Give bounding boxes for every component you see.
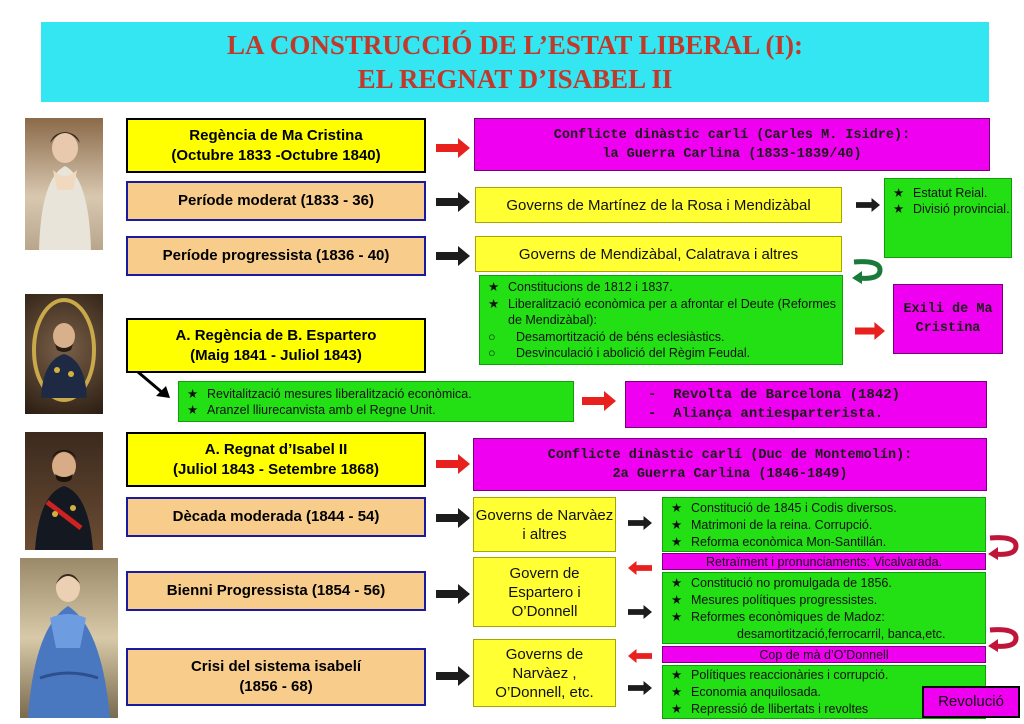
red-arrow-icon xyxy=(436,454,470,474)
list-item xyxy=(663,609,985,626)
retraiment-bar xyxy=(662,553,986,570)
list-item xyxy=(885,185,1011,201)
portrait-espartero xyxy=(25,294,103,414)
politiques-item-2: Economia anquilosada. xyxy=(691,685,821,699)
list-item xyxy=(663,667,985,684)
governs-narvaez-box xyxy=(473,497,616,552)
estatut-box xyxy=(884,178,1012,258)
star-icon: ★ xyxy=(488,296,500,311)
constitucions-item-1: Constitucions de 1812 i 1837. xyxy=(508,280,673,294)
title-line-2: EL REGNAT D’ISABEL II xyxy=(357,64,673,94)
estatut-item-2: Divisió provincial. xyxy=(913,202,1010,216)
constitucio-1856-box xyxy=(662,572,986,644)
constitucio-1845-box xyxy=(662,497,986,552)
politiques-item-3: Repressió de llibertats i revoltes xyxy=(691,702,869,716)
bienni-progressista-box xyxy=(126,571,426,611)
governs-mendizabal-label: Governs de Mendizàbal, Calatrava i altres xyxy=(518,245,799,263)
dark-arrow-icon xyxy=(436,192,470,212)
crisi-line1: Crisi del sistema isabelí xyxy=(190,658,362,675)
revitalitzacio-item-1: Revitalització mesures liberalització econòmica. xyxy=(207,387,472,401)
carlist-conflict-1-box xyxy=(474,118,990,171)
revitalitzacio-item-2: Aranzel lliurecanvista amb el Regne Unit. xyxy=(207,403,436,417)
cop-bar xyxy=(662,646,986,663)
periode-moderat-box xyxy=(126,181,426,221)
governs-martinez-box xyxy=(475,187,842,223)
regencia-mc-line1: Regència de Ma Cristina xyxy=(189,126,363,144)
carlist1-line1: Conflicte dinàstic carlí (Carles M. Isidre): xyxy=(553,127,911,143)
star-icon: ★ xyxy=(671,576,683,590)
regnat-isabel-box xyxy=(126,432,426,487)
regnat-line1: A. Regnat d’Isabel II xyxy=(204,440,348,458)
star-icon: ★ xyxy=(671,535,683,549)
c1856-item-1: Constitució no promulgada de 1856. xyxy=(691,576,892,590)
c1845-item-2: Matrimoni de la reina. Corrupció. xyxy=(691,518,873,532)
dark-arrow-icon xyxy=(628,515,652,531)
governs-mendizabal-box xyxy=(475,236,842,272)
red-arrow-icon xyxy=(582,386,616,416)
periode-moderat-label: Període moderat (1833 - 36) xyxy=(178,192,374,209)
list-item xyxy=(663,575,985,592)
star-icon: ★ xyxy=(488,280,500,294)
carlist2-line1: Conflicte dinàstic carlí (Duc de Montemolín): xyxy=(547,447,913,463)
cop-label: Cop de mà d’O’Donnell xyxy=(759,648,889,662)
regencia-espartero-box xyxy=(126,318,426,373)
govern-espartero-label: Govern de Espartero i O’Donnell xyxy=(508,564,581,620)
circle-bullet-icon: ○ xyxy=(488,329,496,344)
decada-moderada-box xyxy=(126,497,426,537)
list-item xyxy=(885,201,1011,217)
circle-bullet-icon: ○ xyxy=(488,346,496,360)
dark-arrow-icon xyxy=(856,196,880,214)
star-icon: ★ xyxy=(187,387,199,401)
list-item xyxy=(663,500,985,517)
star-icon: ★ xyxy=(671,610,683,624)
dark-arrow-icon xyxy=(436,666,470,686)
decada-moderada-label: Dècada moderada (1844 - 54) xyxy=(172,508,380,525)
dark-arrow-icon xyxy=(436,246,470,266)
star-icon: ★ xyxy=(893,186,905,200)
crisi-sistema-box xyxy=(126,648,426,706)
carlist1-line2: la Guerra Carlina (1833-1839/40) xyxy=(602,146,862,162)
list-item xyxy=(480,329,836,346)
portrait-maria-cristina xyxy=(25,118,103,250)
list-item xyxy=(179,386,573,402)
red-arrow-icon xyxy=(855,318,885,344)
red-arrow-left-icon xyxy=(628,648,652,664)
u-turn-arrow-icon xyxy=(986,532,1020,560)
dark-arrow-icon xyxy=(628,680,652,696)
revolucio-box xyxy=(922,686,1020,718)
diagonal-arrow-icon xyxy=(136,370,172,400)
revolucio-label: Revolució xyxy=(938,693,1004,710)
govern-espartero-box xyxy=(473,557,616,627)
title-line-1: LA CONSTRUCCIÓ DE L’ESTAT LIBERAL (I): xyxy=(227,30,803,60)
revitalitzacio-box xyxy=(178,381,574,422)
desamortitzacio-line: desamortització,ferrocarril, banca,etc. xyxy=(737,627,946,641)
revolta-box xyxy=(625,381,987,428)
crisi-line2: (1856 - 68) xyxy=(239,678,313,695)
espartero-line1: A. Regència de B. Espartero xyxy=(175,326,377,344)
constitucions-box xyxy=(479,275,843,365)
c1845-item-1: Constitució de 1845 i Codis diversos. xyxy=(691,501,897,515)
star-icon: ★ xyxy=(671,668,683,682)
regencia-mc-line2: (Octubre 1833 -Octubre 1840) xyxy=(171,146,381,164)
governs-narvaez2-label: Governs de Narvàez , O’Donnell, etc. xyxy=(495,645,594,701)
portrait-narvaez xyxy=(25,432,103,550)
dark-arrow-icon xyxy=(436,508,470,528)
portrait-isabel-ii xyxy=(20,558,118,718)
u-turn-arrow-icon xyxy=(850,256,884,284)
u-turn-arrow-icon xyxy=(986,624,1020,652)
star-icon: ★ xyxy=(671,501,683,515)
periode-progressista-label: Període progressista (1836 - 40) xyxy=(162,247,390,264)
espartero-line2: (Maig 1841 - Juliol 1843) xyxy=(190,346,362,364)
c1856-item-2: Mesures polítiques progressistes. xyxy=(691,593,878,607)
bienni-progressista-label: Bienni Progressista (1854 - 56) xyxy=(166,582,386,599)
regencia-maria-cristina-box xyxy=(126,118,426,173)
star-icon: ★ xyxy=(671,685,683,699)
page-title xyxy=(41,22,989,102)
c1845-item-3: Reforma econòmica Mon-Santillán. xyxy=(691,535,887,549)
politiques-item-1: Polítiques reaccionàries i corrupció. xyxy=(691,668,889,682)
governs-martinez-label: Governs de Martínez de la Rosa i Mendizàbal xyxy=(506,196,811,214)
c1856-item-3: Reformes econòmiques de Madoz: xyxy=(691,610,885,624)
red-arrow-icon xyxy=(436,138,470,158)
list-item xyxy=(663,534,985,551)
exili-label: Exili de Ma Cristina xyxy=(903,302,993,336)
star-icon: ★ xyxy=(187,403,199,417)
revolta-item-1: - Revolta de Barcelona (1842) xyxy=(648,387,901,403)
list-item xyxy=(663,517,985,534)
list-item xyxy=(480,345,836,362)
constitucions-item-4: Desvinculació i abolició del Règim Feudal. xyxy=(516,346,751,360)
regnat-line2: (Juliol 1843 - Setembre 1868) xyxy=(173,460,379,478)
constitucions-item-3: Desamortització de béns eclesiàstics. xyxy=(516,329,725,344)
star-icon: ★ xyxy=(671,593,683,607)
red-arrow-left-icon xyxy=(628,560,652,576)
estatut-item-1: Estatut Reial. xyxy=(913,186,988,200)
dark-arrow-icon xyxy=(628,604,652,620)
list-item xyxy=(480,296,836,329)
governs-narvaez2-box xyxy=(473,639,616,707)
star-icon: ★ xyxy=(671,518,683,532)
periode-progressista-box xyxy=(126,236,426,276)
list-item xyxy=(480,279,836,296)
list-item xyxy=(663,592,985,609)
revolta-item-2: - Aliança antiesparterista. xyxy=(648,406,884,422)
carlist2-line2: 2a Guerra Carlina (1846-1849) xyxy=(612,466,848,482)
star-icon: ★ xyxy=(893,202,905,216)
retraiment-label: Retraïment i pronunciaments: Vicalvarada. xyxy=(706,555,942,569)
exili-box xyxy=(893,284,1003,354)
star-icon: ★ xyxy=(671,702,683,716)
list-item xyxy=(179,402,573,418)
governs-narvaez-label: Governs de Narvàez i altres xyxy=(475,506,614,543)
constitucions-item-2: Liberalització econòmica per a afrontar el Deute (Reformes de Mendizàbal): xyxy=(508,296,836,327)
dark-arrow-icon xyxy=(436,584,470,604)
carlist-conflict-2-box xyxy=(473,438,987,491)
